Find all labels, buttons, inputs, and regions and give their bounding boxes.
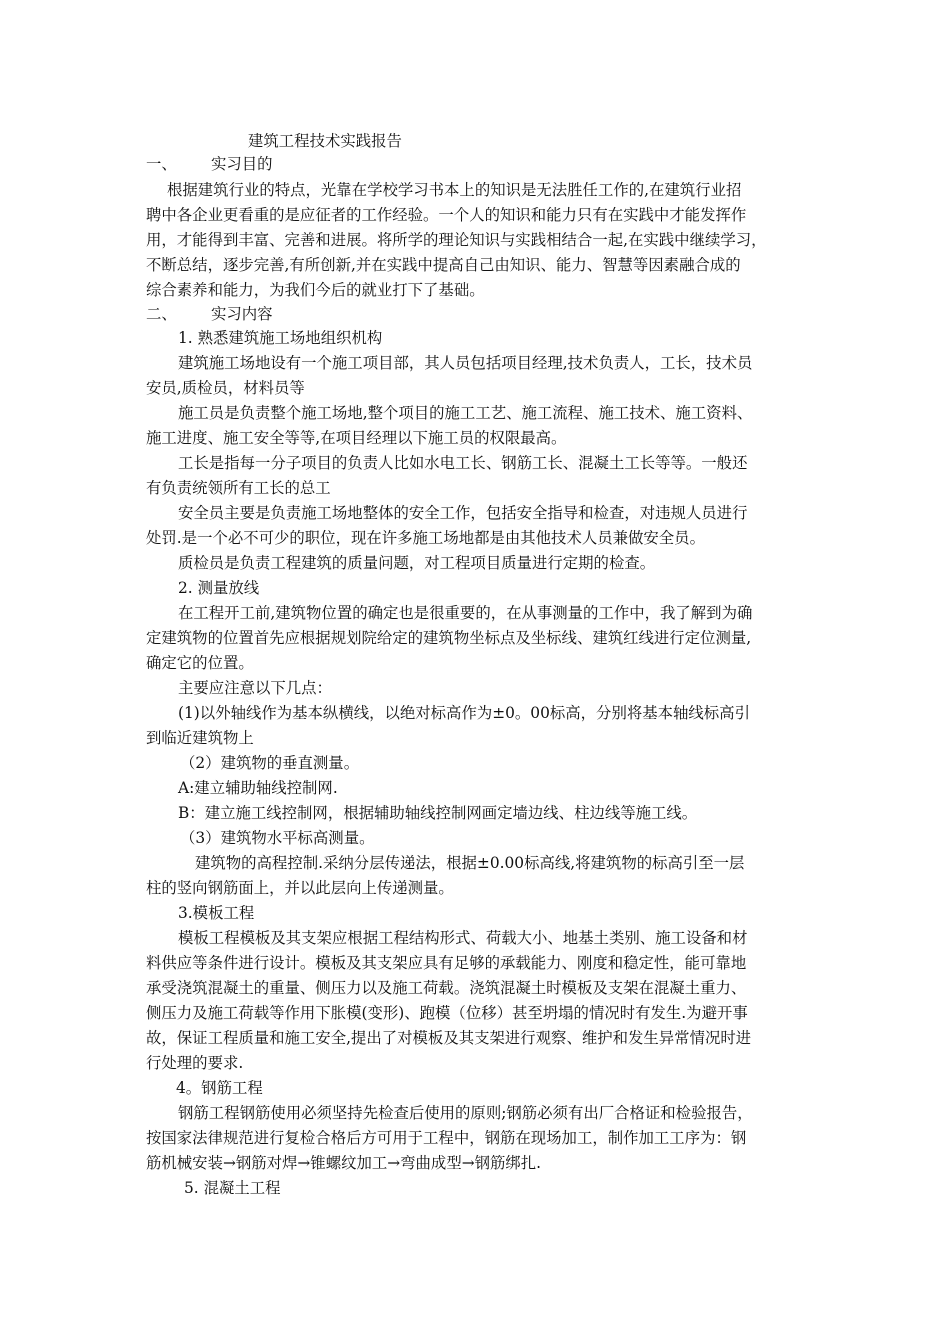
paragraph-line: 有负责统领所有工长的总工: [146, 479, 331, 497]
paragraph-line: 质检员是负责工程建筑的质量问题，对工程项目质量进行定期的检查。: [178, 554, 656, 572]
paragraph-line: 用，才能得到丰富、完善和进展。将所学的理论知识与实践相结合一起,在实践中继续学习，: [146, 231, 767, 249]
subsection-heading: 1. 熟悉建筑施工场地组织机构: [178, 329, 383, 347]
paragraph-line: A:建立辅助轴线控制网.: [178, 779, 338, 797]
subsection-heading: 5. 混凝土工程: [184, 1179, 281, 1197]
paragraph-line: 施工员是负责整个施工场地,整个项目的施工工艺、施工流程、施工技术、施工资料、: [178, 404, 753, 422]
subsection-heading: 3.模板工程: [178, 904, 255, 922]
paragraph-line: 建筑施工场地设有一个施工项目部，其人员包括项目经理,技术负责人，工长，技术员: [178, 354, 753, 372]
section-1-number: 一、: [146, 155, 177, 173]
paragraph-line: （2）建筑物的垂直测量。: [180, 754, 360, 772]
section-1-heading: 实习目的: [211, 155, 273, 173]
paragraph-line: 筋机械安装→钢筋对焊→锥螺纹加工→弯曲成型→钢筋绑扎.: [146, 1154, 542, 1172]
paragraph-line: 在工程开工前,建筑物位置的确定也是很重要的，在从事测量的工作中，我了解到为确: [178, 604, 753, 622]
paragraph-line: 模板工程模板及其支架应根据工程结构形式、荷载大小、地基土类别、施工设备和材: [178, 929, 748, 947]
paragraph-line: 不断总结，逐步完善,有所创新,并在实践中提高自己由知识、能力、智慧等因素融合成的: [146, 256, 741, 274]
paragraph-line: 料供应等条件进行设计。模板及其支架应具有足够的承载能力、刚度和稳定性，能可靠地: [146, 954, 747, 972]
subsection-heading: 4。钢筋工程: [176, 1079, 263, 1097]
paragraph-line: 定建筑物的位置首先应根据规划院给定的建筑物坐标点及坐标线、建筑红线进行定位测量,: [146, 629, 752, 647]
subsection-heading: 2. 测量放线: [178, 579, 260, 597]
paragraph-line: 主要应注意以下几点：: [178, 679, 332, 697]
paragraph-line: 柱的竖向钢筋面上，并以此层向上传递测量。: [146, 879, 454, 897]
section-2-heading: 实习内容: [211, 305, 273, 323]
paragraph-line: 按国家法律规范进行复检合格后方可用于工程中，钢筋在现场加工，制作加工工序为：钢: [146, 1129, 747, 1147]
paragraph-line: 建筑物的高程控制.采纳分层传递法，根据±0.00标高线,将建筑物的标高引至一层: [195, 854, 745, 872]
document-title: 建筑工程技术实践报告: [248, 132, 402, 150]
paragraph-line: (1)以外轴线作为基本纵横线，以绝对标高作为±0。00标高，分别将基本轴线标高引: [178, 704, 750, 722]
paragraph-line: 根据建筑行业的特点，光靠在学校学习书本上的知识是无法胜任工作的,在建筑行业招: [167, 181, 742, 199]
paragraph-line: 承受浇筑混凝土的重量、侧压力以及施工荷载。浇筑混凝土时模板及支架在混凝土重力、: [146, 979, 747, 997]
paragraph-line: B：建立施工线控制网，根据辅助轴线控制网画定墙边线、柱边线等施工线。: [178, 804, 698, 822]
paragraph-line: 安全员主要是负责施工场地整体的安全工作，包括安全指导和检查，对违规人员进行: [178, 504, 748, 522]
paragraph-line: 钢筋工程钢筋使用必须坚持先检查后使用的原则;钢筋必须有出厂合格证和检验报告，: [178, 1104, 753, 1122]
paragraph-line: 行处理的要求.: [146, 1054, 244, 1072]
paragraph-line: 聘中各企业更看重的是应征者的工作经验。一个人的知识和能力只有在实践中才能发挥作: [146, 206, 747, 224]
paragraph-line: 侧压力及施工荷载等作用下胀模(变形)、跑模（位移）甚至坍塌的情况时有发生.为避开事: [146, 1004, 748, 1022]
paragraph-line: 到临近建筑物上: [146, 729, 254, 747]
paragraph-line: 安员,质检员，材料员等: [146, 379, 305, 397]
section-2-number: 二、: [146, 305, 177, 323]
paragraph-line: 综合素养和能力，为我们今后的就业打下了基础。: [146, 281, 485, 299]
paragraph-line: 故，保证工程质量和施工安全,提出了对模板及其支架进行观察、维护和发生异常情况时进: [146, 1029, 752, 1047]
paragraph-line: 施工进度、施工安全等等,在项目经理以下施工员的权限最高。: [146, 429, 567, 447]
paragraph-line: 工长是指每一分子项目的负责人比如水电工长、钢筋工长、混凝土工长等等。一般还: [178, 454, 748, 472]
paragraph-line: （3）建筑物水平标高测量。: [180, 829, 375, 847]
paragraph-line: 确定它的位置。: [146, 654, 254, 672]
paragraph-line: 处罚.是一个必不可少的职位，现在许多施工场地都是由其他技术人员兼做安全员。: [146, 529, 705, 547]
